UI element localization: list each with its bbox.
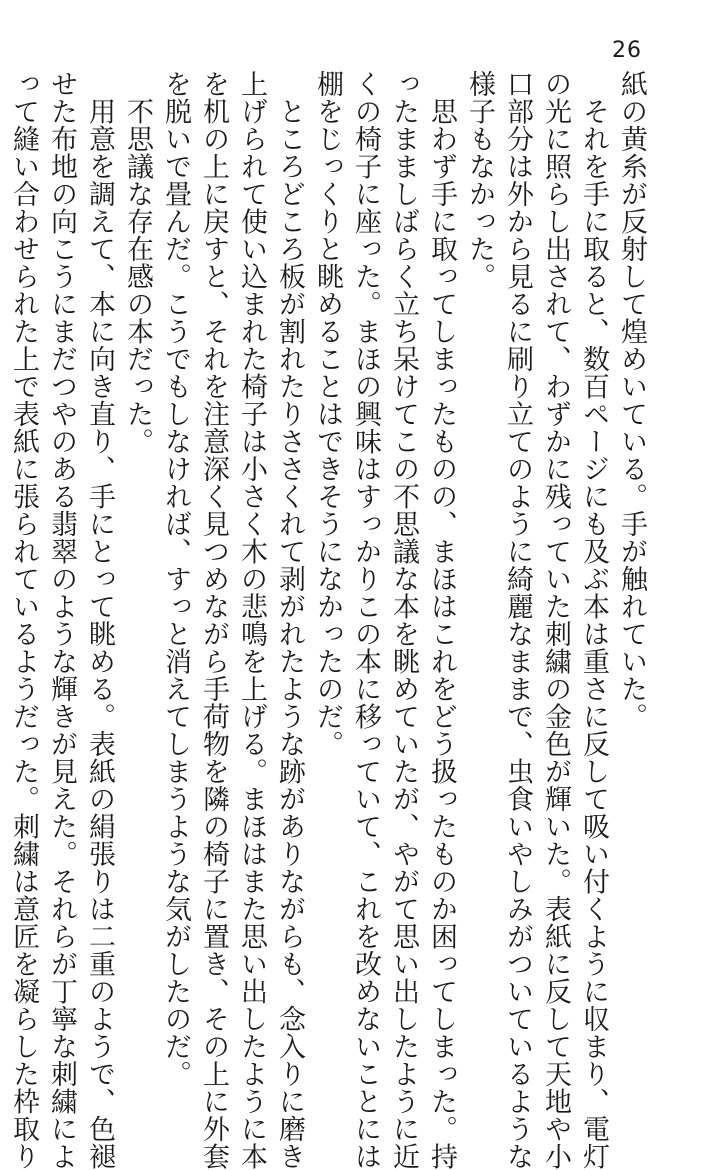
text-line: それを手に取ると、数百ページにも及ぶ本は重さに反して吸い付くように収まり、電灯: [578, 70, 609, 1170]
text-line: 用意を調えて、本に向き直り、手にとって眺める。表紙の絹張りは二重のようで、色褪: [84, 70, 115, 1170]
text-line: 様子もなかった。: [464, 70, 495, 290]
text-line: 口部分は外から見るに刷り立てのように綺麗なままで、虫食いやしみがついているような: [502, 70, 533, 1170]
text-line: を脱いで畳んだ。こうでもしなければ、すっと消えてしまうような気がしたのだ。: [160, 70, 191, 1088]
text-line: 紙の黄糸が反射して煌めいている。手が触れていた。: [616, 70, 647, 730]
text-line: ったまましばらく立ち呆けてこの不思議な本を眺めていたが、やがて思い出したように近: [388, 70, 419, 1170]
text-line: 上げられて使い込まれた椅子は小さく木の悲鳴を上げる。まほはまた思い出したように本: [236, 70, 267, 1170]
body-text: [4, 70, 650, 1170]
text-line: くの椅子に座った。まほの興味はすっかりこの本に移っていて、これを改めないことには: [350, 70, 381, 1170]
text-line: って縫い合わせられた上で表紙に張られているようだった。刺繍は意匠を凝らした枠取り: [8, 70, 39, 1170]
text-line: 不思議な存在感の本だった。: [122, 70, 153, 455]
text-line: の光に照らし出されて、わずかに残っていた刺繍の金色が輝いた。表紙に反して天地や小: [540, 70, 571, 1170]
text-line: 棚をじっくりと眺めることはできそうになかったのだ。: [312, 70, 343, 758]
text-line: せた布地の向こうにまだつやのある翡翠のような輝きが見えた。それらが丁寧な刺繍によ: [46, 70, 77, 1170]
text-line: を机の上に戻すと、それを注意深く見つめながら手荷物を隣の椅子に置き、その上に外套: [198, 70, 229, 1170]
text-line: ところどころ板が割れたりささくれて剥がれたような跡がありながらも、念入りに磨き: [274, 70, 305, 1170]
page-number: 26: [612, 38, 642, 63]
text-line: 思わず手に取ってしまったものの、まほはこれをどう扱ったものか困ってしまった。持: [426, 70, 457, 1170]
